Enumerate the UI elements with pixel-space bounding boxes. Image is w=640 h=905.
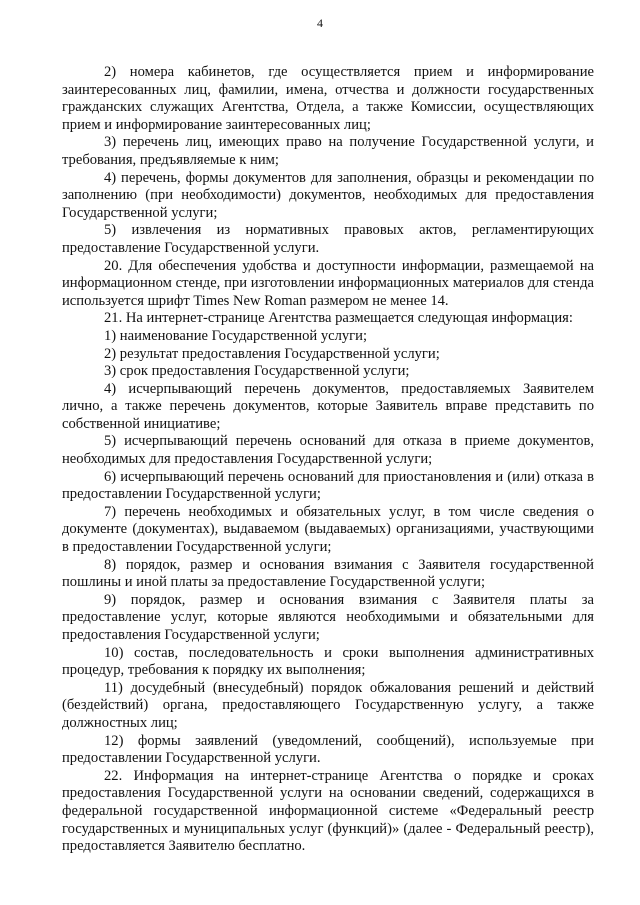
paragraph-3-eligible-persons: 3) перечень лиц, имеющих право на получение Государственной услуги, и требования, предъявляемые к ним;	[62, 134, 594, 168]
list-item-2-service-result: 2) результат предоставления Государственной услуги;	[104, 345, 440, 362]
paragraph-20-stand-font: 20. Для обеспечения удобства и доступности информации, размещаемой на информационном стенде, при изготовлении информационных материалов для стенда используется шрифт Times New Roman размером не менее 14.	[62, 257, 594, 309]
paragraph-4-document-forms: 4) перечень, формы документов для заполнения, образцы и рекомендации по заполнению (при необходимости) документов, необходимых для предоставления Государственной услуги;	[62, 169, 594, 221]
paragraph-21-web-info: 21. На интернет-странице Агентства размещается следующая информация:	[104, 310, 573, 327]
paragraph-2-office-numbers: 2) номера кабинетов, где осуществляется прием и информирование заинтересованных лиц, фамилии, имена, отчества и должности государственных гражданских служащих Агентства, Отдела, а также Комиссии, осуществляющих прием и информирование заинтересованных лиц;	[62, 64, 594, 133]
list-item-12-application-forms: 12) формы заявлений (уведомлений, сообщений), используемые при предоставлении Государственной услуги.	[62, 732, 594, 767]
list-item-4-documents-list: 4) исчерпывающий перечень документов, предоставляемых Заявителем лично, а также перечень документов, которые Заявитель вправе представить по собственной инициативе;	[62, 380, 594, 432]
list-item-8-state-fee: 8) порядок, размер и основания взимания с Заявителя государственной пошлины и иной платы за предоставление Государственной услуги;	[62, 556, 594, 591]
list-item-7-required-services: 7) перечень необходимых и обязательных услуг, в том числе сведения о документе (документах), выдаваемом (выдаваемых) организациями, участвующими в предоставлении Государственной услуги;	[62, 503, 594, 556]
list-item-11-appeal-procedure: 11) досудебный (внесудебный) порядок обжалования решений и действий (бездействий) органа, предоставляющего Государственную услугу, а также должностных лиц;	[62, 679, 594, 731]
list-item-9-service-fee: 9) порядок, размер и основания взимания с Заявителя платы за предоставление услуг, которые являются необходимыми и обязательными для предоставления Государственной услуги;	[62, 591, 594, 643]
list-item-5-refusal-grounds: 5) исчерпывающий перечень оснований для отказа в приеме документов, необходимых для предоставления Государственной услуги;	[62, 433, 594, 468]
document-body	[62, 64, 594, 856]
list-item-1-service-name: 1) наименование Государственной услуги;	[104, 327, 368, 344]
page-number: 4	[317, 16, 323, 30]
list-item-10-procedures: 10) состав, последовательность и сроки выполнения административных процедур, требования к порядку их выполнения;	[62, 644, 594, 679]
paragraph-22-federal-registry: 22. Информация на интернет-странице Агентства о порядке и сроках предоставления Государственной услуги на основании сведений, содержащихся в федеральной государственной информационной системе «Федеральный реестр государственных и муниципальных услуг (функций)» (далее - Федеральный реестр), предоставляется Заявителю бесплатно.	[62, 767, 594, 855]
list-item-6-suspension-grounds: 6) исчерпывающий перечень оснований для приостановления и (или) отказа в предоставлении Государственной услуги;	[62, 468, 594, 503]
paragraph-5-legal-extracts: 5) извлечения из нормативных правовых актов, регламентирующих предоставление Государственной услуги.	[62, 222, 594, 256]
list-item-3-service-term: 3) срок предоставления Государственной услуги;	[104, 363, 410, 380]
